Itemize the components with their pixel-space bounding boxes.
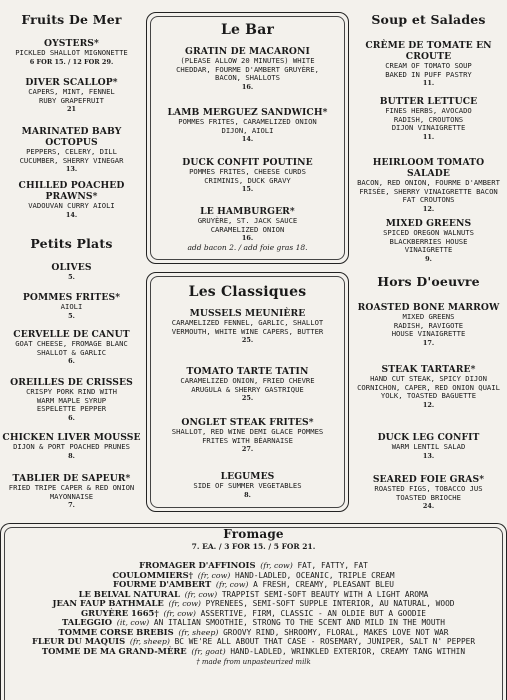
cheese-origin: (fr, sheep) <box>178 627 219 637</box>
item-price: 16. <box>241 234 254 243</box>
item-name: TOMATO TARTE TATIN <box>186 366 309 377</box>
item-name: DUCK CONFIT POUTINE <box>182 157 313 168</box>
cheese-desc: PYRENEES, SEMI-SOFT SUPPLE INTERIOR, AU NATURAL, WOOD <box>205 599 455 608</box>
section-title-hors-doeuvre: Hors D'oeuvre <box>377 274 480 289</box>
cheese-origin: (fr, cow) <box>184 589 218 599</box>
item-price: 17. <box>422 338 435 347</box>
item-desc: HAND CUT STEAK, SPICY DIJON CORNICHON, CAPER, RED ONION QUAIL YOLK, TOASTED BAGUETTE <box>357 374 500 401</box>
cheese-name: COULOMMIERS† <box>112 569 194 580</box>
item-name: STEAK TARTARE* <box>381 364 476 375</box>
cheese-desc: GROOVY RIND, SHROOMY, FLORAL, MAKES LOVE NOT WAR <box>223 627 449 637</box>
item-price: 8. <box>244 490 251 499</box>
menu-item-cervelle <box>0 329 143 366</box>
item-name: ROASTED BONE MARROW <box>357 302 500 313</box>
item-name: CRÈME DE TOMATE EN CROUTE <box>365 40 492 62</box>
menu-item-prawns <box>0 180 143 220</box>
item-price: 16. <box>241 82 254 91</box>
item-name: CHICKEN LIVER MOUSSE <box>2 432 141 443</box>
item-name: BUTTER LETTUCE <box>379 96 478 107</box>
cheese-line <box>0 599 507 609</box>
menu-item-oysters <box>0 38 143 67</box>
item-name: OLIVES <box>51 262 92 273</box>
item-price: 21 <box>66 105 77 114</box>
item-price: 25. <box>241 394 254 403</box>
cheese-origin: (fr, cow) <box>163 608 196 618</box>
menu-item-chicken-liver <box>0 432 143 461</box>
item-price: 6. <box>68 357 75 366</box>
item-name: SEARED FOIE GRAS* <box>372 474 485 485</box>
cheese-origin: (it, cow) <box>116 618 150 627</box>
item-desc: CAPERS, MINT, FENNEL RUBY GRAPEFRUIT <box>28 87 115 105</box>
cheese-name: FROMAGER D'AFFINOIS <box>139 560 256 570</box>
menu-item-mussels <box>146 308 349 345</box>
menu-item-onglet <box>146 417 349 454</box>
item-desc: VADOUVAN CURRY AIOLI <box>28 201 115 210</box>
cheese-desc: HAND-LADLED, WRINKLED EXTERIOR, CREAMY TANG WITHIN <box>230 646 466 656</box>
cheese-desc: ASSERTIVE, FIRM, CLASSIC - AN OLDIE BUT A GOODIE <box>200 608 426 618</box>
menu-item-poutine <box>146 157 349 194</box>
item-desc: CARAMELIZED FENNEL, GARLIC, SHALLOT VERMOUTH, WHITE WINE CAPERS, BUTTER <box>171 318 324 336</box>
menu-item-legumes <box>146 471 349 500</box>
section-title-les-classiques: Les Classiques <box>188 284 307 300</box>
item-desc: GRUYÈRE, ST. JACK SAUCE CARAMELIZED ONION <box>197 216 298 234</box>
cheese-desc: A FRESH, CREAMY, PLEASANT BLEU <box>253 580 394 589</box>
item-name: CHILLED POACHED PRAWNS* <box>18 180 125 202</box>
item-desc: CARAMELIZED ONION, FRIED CHEVRE ARUGULA & SHERRY GASTRIQUE <box>180 376 315 394</box>
item-price: 5. <box>68 311 75 320</box>
menu-item-creme-de-tomate <box>350 40 507 88</box>
item-desc: GOAT CHEESE, FROMAGE BLANC SHALLOT & GARLIC <box>15 339 128 357</box>
cheese-origin: (fr, cow) <box>215 580 249 589</box>
cheese-origin: (fr, goat) <box>191 646 226 656</box>
cheese-line <box>0 647 507 657</box>
cheese-desc: BC WE'RE ALL ABOUT THAT CASE - ROSEMARY, JUNIPER, SALT N' PEPPER <box>174 637 476 646</box>
item-desc: POMMES FRITES, CHEESE CURDS CRIMINIS, DUCK GRAVY <box>189 167 306 185</box>
cheese-name: LE BELVAL NATURAL <box>78 588 180 599</box>
item-desc: WARM LENTIL SALAD <box>391 442 466 451</box>
menu-item-olives <box>0 262 143 282</box>
item-name: CERVELLE DE CANUT <box>13 329 130 340</box>
item-price: 25. <box>241 336 254 345</box>
item-price: 14. <box>241 135 254 144</box>
menu-item-diver-scallop <box>0 77 143 114</box>
cheese-desc: AN ITALIAN SMOOTHIE, STRONG TO THE SCENT AND MILD IN THE MOUTH <box>153 618 445 627</box>
cheese-name: FLEUR DU MAQUIS <box>31 636 126 646</box>
item-price: 11. <box>422 79 435 88</box>
section-title-petits-plats: Petits Plats <box>30 236 113 251</box>
menu-item-tablier <box>0 473 143 510</box>
item-price: 12. <box>422 400 435 409</box>
hamburger-addon: add bacon 2. / add foie gras 18. <box>187 243 308 253</box>
item-price: 9. <box>425 254 432 263</box>
cheese-desc: TRAPPIST SEMI-SOFT BEAUTY WITH A LIGHT AROMA <box>221 589 429 599</box>
menu-item-lamb-merguez <box>146 107 349 144</box>
item-price: 13. <box>65 165 78 174</box>
item-name: MARINATED BABY OCTOPUS <box>21 126 122 148</box>
item-price: 7. <box>68 501 75 510</box>
item-desc: MIXED GREENS RADISH, RAVIGOTE HOUSE VINAIGRETTE <box>391 312 466 339</box>
cheese-name: GRUYÈRE 1665† <box>81 607 159 618</box>
menu-item-heirloom <box>350 157 507 214</box>
item-name: OREILLES DE CRISSES <box>10 377 133 388</box>
cheese-origin: (fr, cow) <box>197 570 231 580</box>
item-price: 14. <box>65 210 78 219</box>
item-name: DIVER SCALLOP* <box>25 77 118 88</box>
cheese-desc: HAND-LADLED, OCEANIC, TRIPLE CREAM <box>235 570 395 580</box>
cheese-desc: FAT, FATTY, FAT <box>297 561 368 570</box>
item-desc: AIOLI <box>60 302 83 311</box>
item-desc: BACON, RED ONION, FOURME D'AMBERT FRISÉE, SHERRY VINAIGRETTE BACON FAT CROUTONS <box>357 178 500 205</box>
cheese-name: JEAN FAUP BATHMALE <box>52 598 164 608</box>
item-name: GRATIN DE MACARONI <box>185 46 310 57</box>
menu-item-hamburger <box>146 206 349 253</box>
fromage-price: 7. EA. / 3 FOR 15. / 5 FOR 21. <box>191 542 316 551</box>
item-desc: SIDE OF SUMMER VEGETABLES <box>193 481 302 490</box>
item-desc: FINES HERBS, AVOCADO RADISH, CROUTONS DIJON VINAIGRETTE <box>385 106 472 133</box>
item-desc: DIJON & PORT POACHED PRUNES <box>13 442 130 451</box>
fromage-section <box>0 527 507 666</box>
cheese-name: FOURME D'AMBERT <box>113 579 212 589</box>
item-name: TABLIER DE SAPEUR* <box>12 473 131 484</box>
item-price: 11. <box>422 132 435 141</box>
menu-item-octopus <box>0 126 143 174</box>
menu-item-gratin <box>146 46 349 92</box>
item-desc: POMMES FRITES, CARAMELIZED ONION DIJON, AIOLI <box>178 117 317 135</box>
cheese-origin: (fr, sheep) <box>129 637 170 646</box>
fromage-note: † made from unpasteurized milk <box>196 658 311 666</box>
item-price: 13. <box>422 451 435 460</box>
section-title-fruits-de-mer: Fruits De Mer <box>21 12 122 27</box>
item-name: POMMES FRITES* <box>22 292 121 303</box>
item-price: 27. <box>241 445 254 454</box>
item-price: 15. <box>241 185 254 194</box>
item-desc: FRIED TRIPE CAPER & RED ONION MAYONNAISE <box>8 483 135 501</box>
menu-item-mixed-greens <box>350 218 507 264</box>
menu-item-duck-leg <box>350 432 507 461</box>
item-name: ONGLET STEAK FRITES* <box>181 417 314 428</box>
cheese-line <box>0 561 507 571</box>
item-name: LAMB MERGUEZ SANDWICH* <box>167 107 328 118</box>
section-title-le-bar: Le Bar <box>220 22 275 38</box>
item-desc: CREAM OF TOMATO SOUP BAKED IN PUFF PASTRY <box>385 61 472 79</box>
menu-item-tarte-tatin <box>146 366 349 403</box>
item-desc: PEPPERS, CELERY, DILL CUCUMBER, SHERRY VINEGAR <box>19 147 124 165</box>
cheese-origin: (fr, cow) <box>260 561 293 570</box>
item-name: DUCK LEG CONFIT <box>377 432 480 443</box>
item-name: MUSSELS MEUNIÈRE <box>189 308 306 319</box>
item-name: OYSTERS* <box>44 38 99 49</box>
cheese-line <box>0 571 507 581</box>
menu-item-pommes-frites <box>0 292 143 321</box>
menu-item-butter-lettuce <box>350 96 507 142</box>
menu-item-foie-gras <box>350 474 507 511</box>
item-price: 6. <box>68 413 75 422</box>
item-desc: SHALLOT, RED WINE DEMI GLACE POMMES FRITES WITH BÉARNAISE <box>171 427 324 445</box>
cheese-name: TOMME CORSE BREBIS <box>58 626 174 637</box>
item-desc: (PLEASE ALLOW 20 MINUTES) WHITE CHEDDAR, FOURME D'AMBERT GRUYÈRE, BACON, SHALLOTS <box>176 56 319 83</box>
item-desc: ROASTED FIGS, TOBACCO JUS TOASTED BRIOCHE <box>374 484 483 502</box>
item-name: MIXED GREENS <box>385 218 472 229</box>
item-desc: CRISPY PORK RIND WITH WARM MAPLE SYRUP ESPELETTE PEPPER <box>26 387 117 414</box>
cheese-name: TALEGGIO <box>62 617 113 627</box>
item-price: 24. <box>422 502 435 511</box>
item-name: HEIRLOOM TOMATO SALADE <box>372 157 485 179</box>
item-price: 5. <box>68 273 75 281</box>
menu-item-steak-tartare <box>350 364 507 410</box>
fruits-de-mer-section <box>0 12 143 27</box>
item-name: LE HAMBURGER* <box>200 206 295 217</box>
section-title-soup-salades: Soup et Salades <box>371 12 486 27</box>
item-name: LEGUMES <box>220 471 275 482</box>
section-title-fromage: Fromage <box>223 527 284 541</box>
cheese-origin: (fr, cow) <box>168 599 201 608</box>
cheese-name: TOMME DE MA GRAND-MÈRE <box>41 645 187 656</box>
item-price: 6 FOR 15. / 12 FOR 29. <box>29 57 114 66</box>
cheese-line <box>0 580 507 590</box>
item-price: 8. <box>68 451 75 460</box>
menu-item-oreilles <box>0 377 143 423</box>
item-desc: PICKLED SHALLOT MIGNONETTE <box>15 48 128 57</box>
cheese-list <box>0 561 507 656</box>
item-desc: SPICED OREGON WALNUTS BLACKBERRIES HOUSE VINAIGRETTE <box>383 228 474 255</box>
item-price: 12. <box>422 204 435 213</box>
menu-item-bone-marrow <box>350 302 507 348</box>
